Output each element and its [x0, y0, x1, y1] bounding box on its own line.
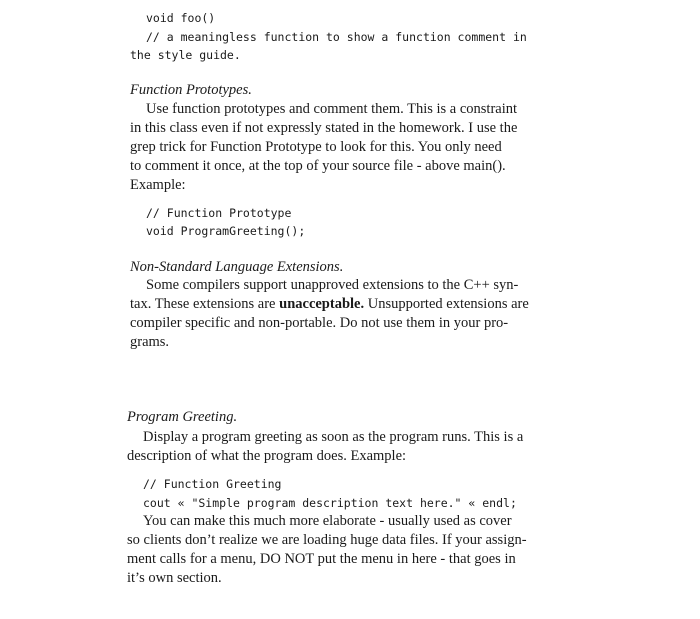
- paragraph-line: so clients don’t realize we are loading huge data files. If your assign-: [127, 532, 527, 548]
- emphasis-text: unacceptable.: [279, 296, 365, 312]
- code-line: // Function Greeting: [143, 477, 282, 491]
- paragraph-line: it’s own section.: [127, 570, 222, 586]
- paragraph-line: grams.: [130, 334, 170, 350]
- paragraph-line: Example:: [130, 177, 186, 193]
- code-comment-line: // a meaningless function to show a function comment in: [146, 30, 527, 44]
- paragraph-text: Unsupported extensions are: [364, 296, 529, 312]
- code-comment-continuation: the style guide.: [130, 48, 241, 62]
- paragraph-line: grep trick for Function Prototype to look for this. You only need: [130, 139, 502, 155]
- paragraph-line: Display a program greeting as soon as the program runs. This is a: [143, 429, 524, 445]
- section-heading-greeting: Program Greeting.: [127, 409, 238, 425]
- section-heading-extensions: Non-Standard Language Extensions.: [130, 259, 344, 275]
- paragraph-line: You can make this much more elaborate - usually used as cover: [143, 513, 512, 529]
- paragraph-line: in this class even if not expressly stated in the homework. I use the: [130, 120, 518, 136]
- section-heading-prototypes: Function Prototypes.: [130, 82, 252, 98]
- code-line: void foo(): [146, 11, 216, 25]
- code-line: cout « "Simple program description text here." « endl;: [143, 496, 517, 510]
- paragraph-text: tax. These extensions are: [130, 296, 280, 312]
- paragraph-line: ment calls for a menu, DO NOT put the menu in here - that goes in: [127, 551, 516, 567]
- paragraph-line: Use function prototypes and comment them. This is a constraint: [146, 101, 518, 117]
- paragraph-line: to comment it once, at the top of your source file - above main().: [130, 158, 506, 174]
- code-line: void ProgramGreeting();: [146, 224, 306, 238]
- paragraph-line: description of what the program does. Example:: [127, 448, 407, 464]
- paragraph-line: Some compilers support unapproved extensions to the C++ syn-: [146, 277, 519, 293]
- paragraph-line: compiler specific and non-portable. Do not use them in your pro-: [130, 315, 509, 331]
- code-line: // Function Prototype: [146, 206, 292, 220]
- paragraph-line: [130, 296, 529, 313]
